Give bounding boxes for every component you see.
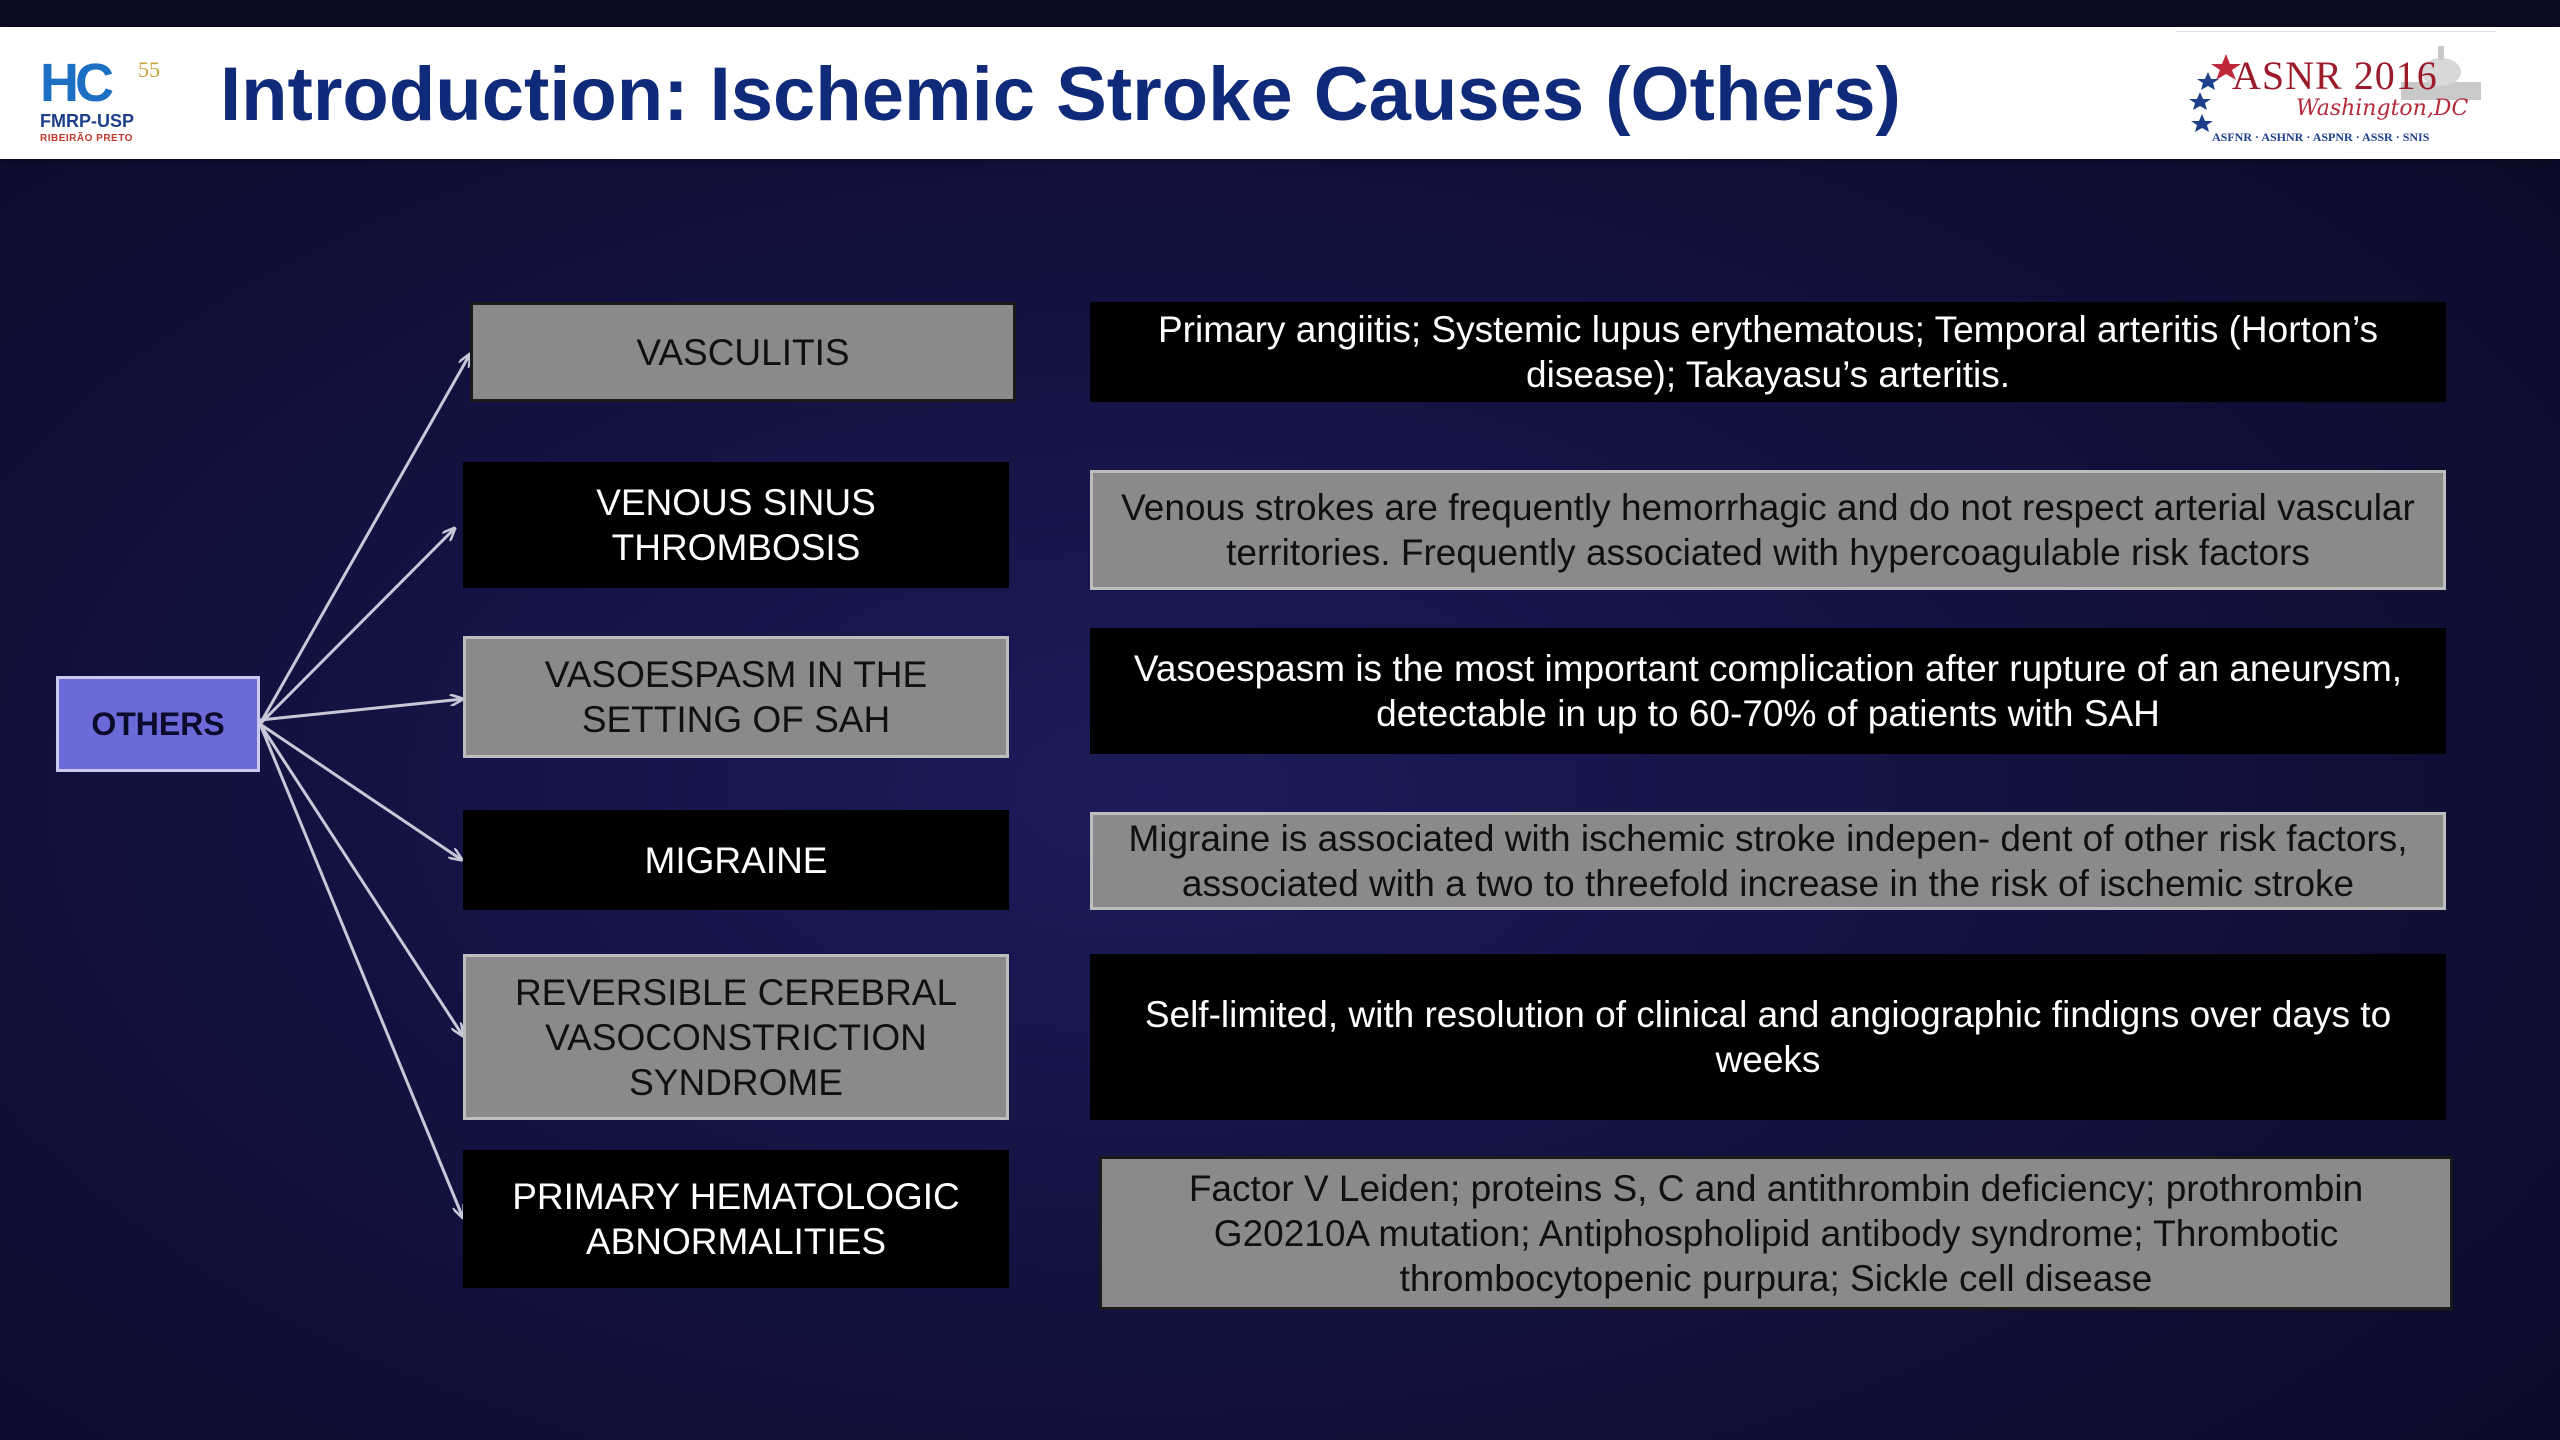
cause-box-rcvs: REVERSIBLE CEREBRAL VASOCONSTRICTION SYNDROME [463,954,1009,1120]
arrow-rcvs [260,724,463,1036]
asnr-city: Washington,DC [2296,96,2469,121]
arrow-migraine [260,724,462,860]
logo-org-text: FMRP-USP [40,111,134,131]
others-root-node: OTHERS [56,676,260,772]
cause-box-hematologic: PRIMARY HEMATOLOGIC ABNORMALITIES [463,1150,1009,1288]
arrow-hematologic [260,724,463,1218]
desc-box-migraine: Migraine is associated with ischemic stroke indepen- dent of other risk factors, associated with a two to threefold increase in the risk of ischemic stroke [1090,812,2446,910]
anniversary-mark: 55 [138,57,160,82]
asnr-name: ASNR 2016 [2232,53,2438,98]
cause-box-vasoespasm: VASOESPASM IN THE SETTING OF SAH [463,636,1009,758]
logo-city-text: RIBEIRÃO PRETO [40,133,133,144]
cause-box-migraine: MIGRAINE [463,810,1009,910]
hc-logo-mark: HC [40,53,110,113]
asnr-societies: ASFNR · ASHNR · ASPNR · ASSR · SNIS [2212,130,2430,144]
desc-box-rcvs: Self-limited, with resolution of clinical and angiographic findigns over days to weeks [1090,954,2446,1120]
desc-box-vasculitis: Primary angiitis; Systemic lupus erythematous; Temporal arteritis (Horton’s disease); Takayasu’s arteritis. [1090,302,2446,402]
arrow-vasculitis [260,354,470,724]
arrow-vasoespasm [260,699,463,720]
desc-box-vasoespasm: Vasoespasm is the most important complication after rupture of an aneurysm, detectable in up to 60-70% of patients with SAH [1090,628,2446,754]
slide-title: Introduction: Ischemic Stroke Causes (Others) [220,52,1901,137]
desc-box-hematologic: Factor V Leiden; proteins S, C and antithrombin deficiency; prothrombin G20210A mutation; Antiphospholipid antibody syndrome; Thrombotic thrombocytopenic purpura; Sickle cell disease [1099,1156,2453,1310]
cause-box-venous-sinus-thrombosis: VENOUS SINUS THROMBOSIS [463,462,1009,588]
cause-box-vasculitis: VASCULITIS [470,302,1016,402]
arrow-venous-sinus [260,528,455,724]
desc-box-venous-sinus-thrombosis: Venous strokes are frequently hemorrhagic and do not respect arterial vascular territories. Frequently associated with hypercoagulable risk factors [1090,470,2446,590]
